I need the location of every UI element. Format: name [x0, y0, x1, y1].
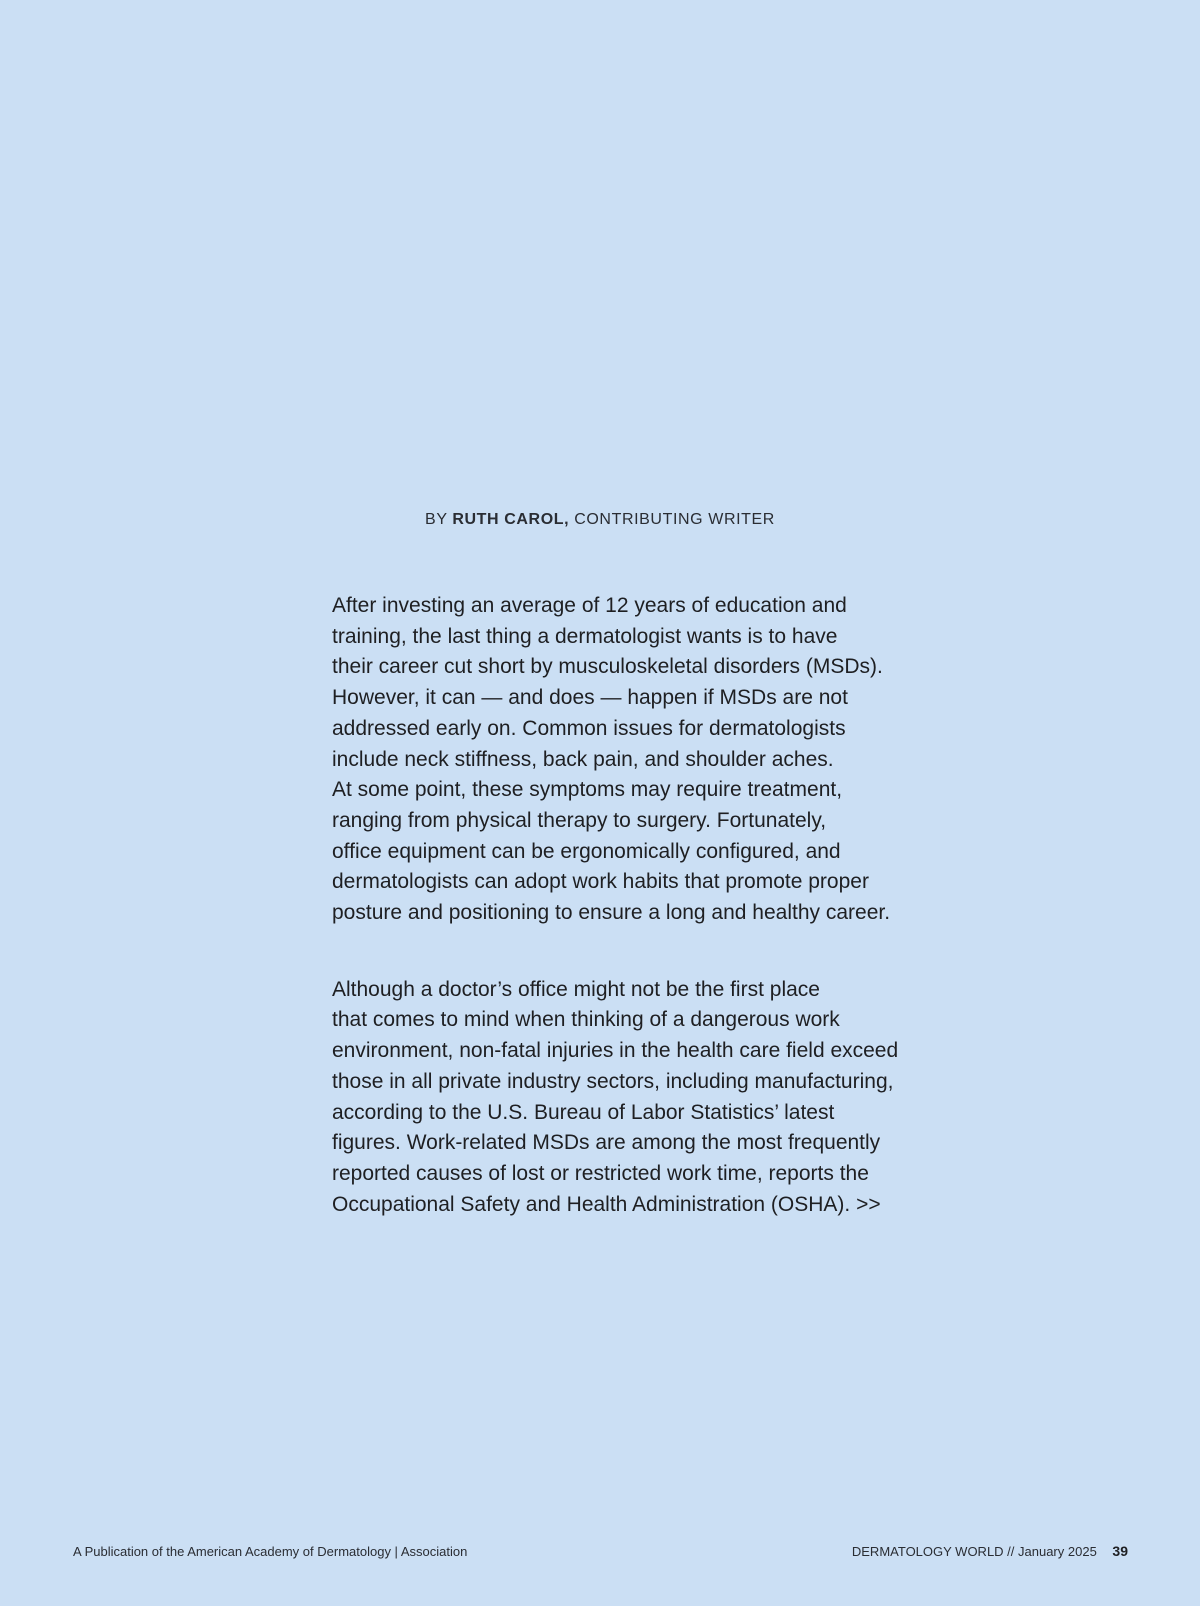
paragraph-line: ranging from physical therapy to surgery. Fortunately, — [332, 808, 827, 832]
article-paragraph-2 — [332, 975, 912, 1221]
paragraph-line: Occupational Safety and Health Administration (OSHA). >> — [332, 1192, 881, 1216]
byline-prefix: BY — [425, 511, 448, 528]
paragraph-line: addressed early on. Common issues for dermatologists — [332, 716, 846, 740]
article-body — [332, 591, 912, 1220]
paragraph-line: those in all private industry sectors, including manufacturing, — [332, 1069, 894, 1093]
paragraph-line: dermatologists can adopt work habits that promote proper — [332, 870, 869, 894]
paragraph-line: according to the U.S. Bureau of Labor Statistics’ latest — [332, 1100, 835, 1124]
footer-issue: DERMATOLOGY WORLD // January 2025 — [851, 1544, 1097, 1559]
paragraph-line: that comes to mind when thinking of a dangerous work — [332, 1008, 840, 1032]
footer-publication: A Publication of the American Academy of Dermatology | Association — [73, 1544, 468, 1559]
paragraph-line: include neck stiffness, back pain, and shoulder aches. — [332, 747, 834, 771]
paragraph-line: their career cut short by musculoskeletal disorders (MSDs). — [332, 655, 883, 679]
byline — [0, 511, 1200, 529]
byline-author: RUTH CAROL, — [452, 511, 570, 528]
paragraph-line: environment, non-fatal injuries in the health care field exceed — [332, 1039, 899, 1063]
byline-role: CONTRIBUTING WRITER — [574, 511, 775, 528]
page-number: 39 — [1112, 1543, 1128, 1559]
paragraph-line: office equipment can be ergonomically configured, and — [332, 839, 841, 863]
paragraph-line: After investing an average of 12 years of education and — [332, 594, 847, 617]
paragraph-line: reported causes of lost or restricted work time, reports the — [332, 1161, 869, 1185]
paragraph-line: However, it can — and does — happen if MSDs are not — [332, 686, 848, 710]
article-paragraph-1 — [332, 591, 912, 929]
paragraph-line: At some point, these symptoms may require treatment, — [332, 778, 843, 802]
paragraph-line: Although a doctor’s office might not be the first place — [332, 977, 820, 1001]
paragraph-line: training, the last thing a dermatologist wants is to have — [332, 624, 838, 648]
footer-issue-info — [852, 1543, 1128, 1559]
paragraph-line: posture and positioning to ensure a long and healthy career. — [332, 901, 891, 925]
paragraph-line: figures. Work-related MSDs are among the most frequently — [332, 1131, 881, 1155]
